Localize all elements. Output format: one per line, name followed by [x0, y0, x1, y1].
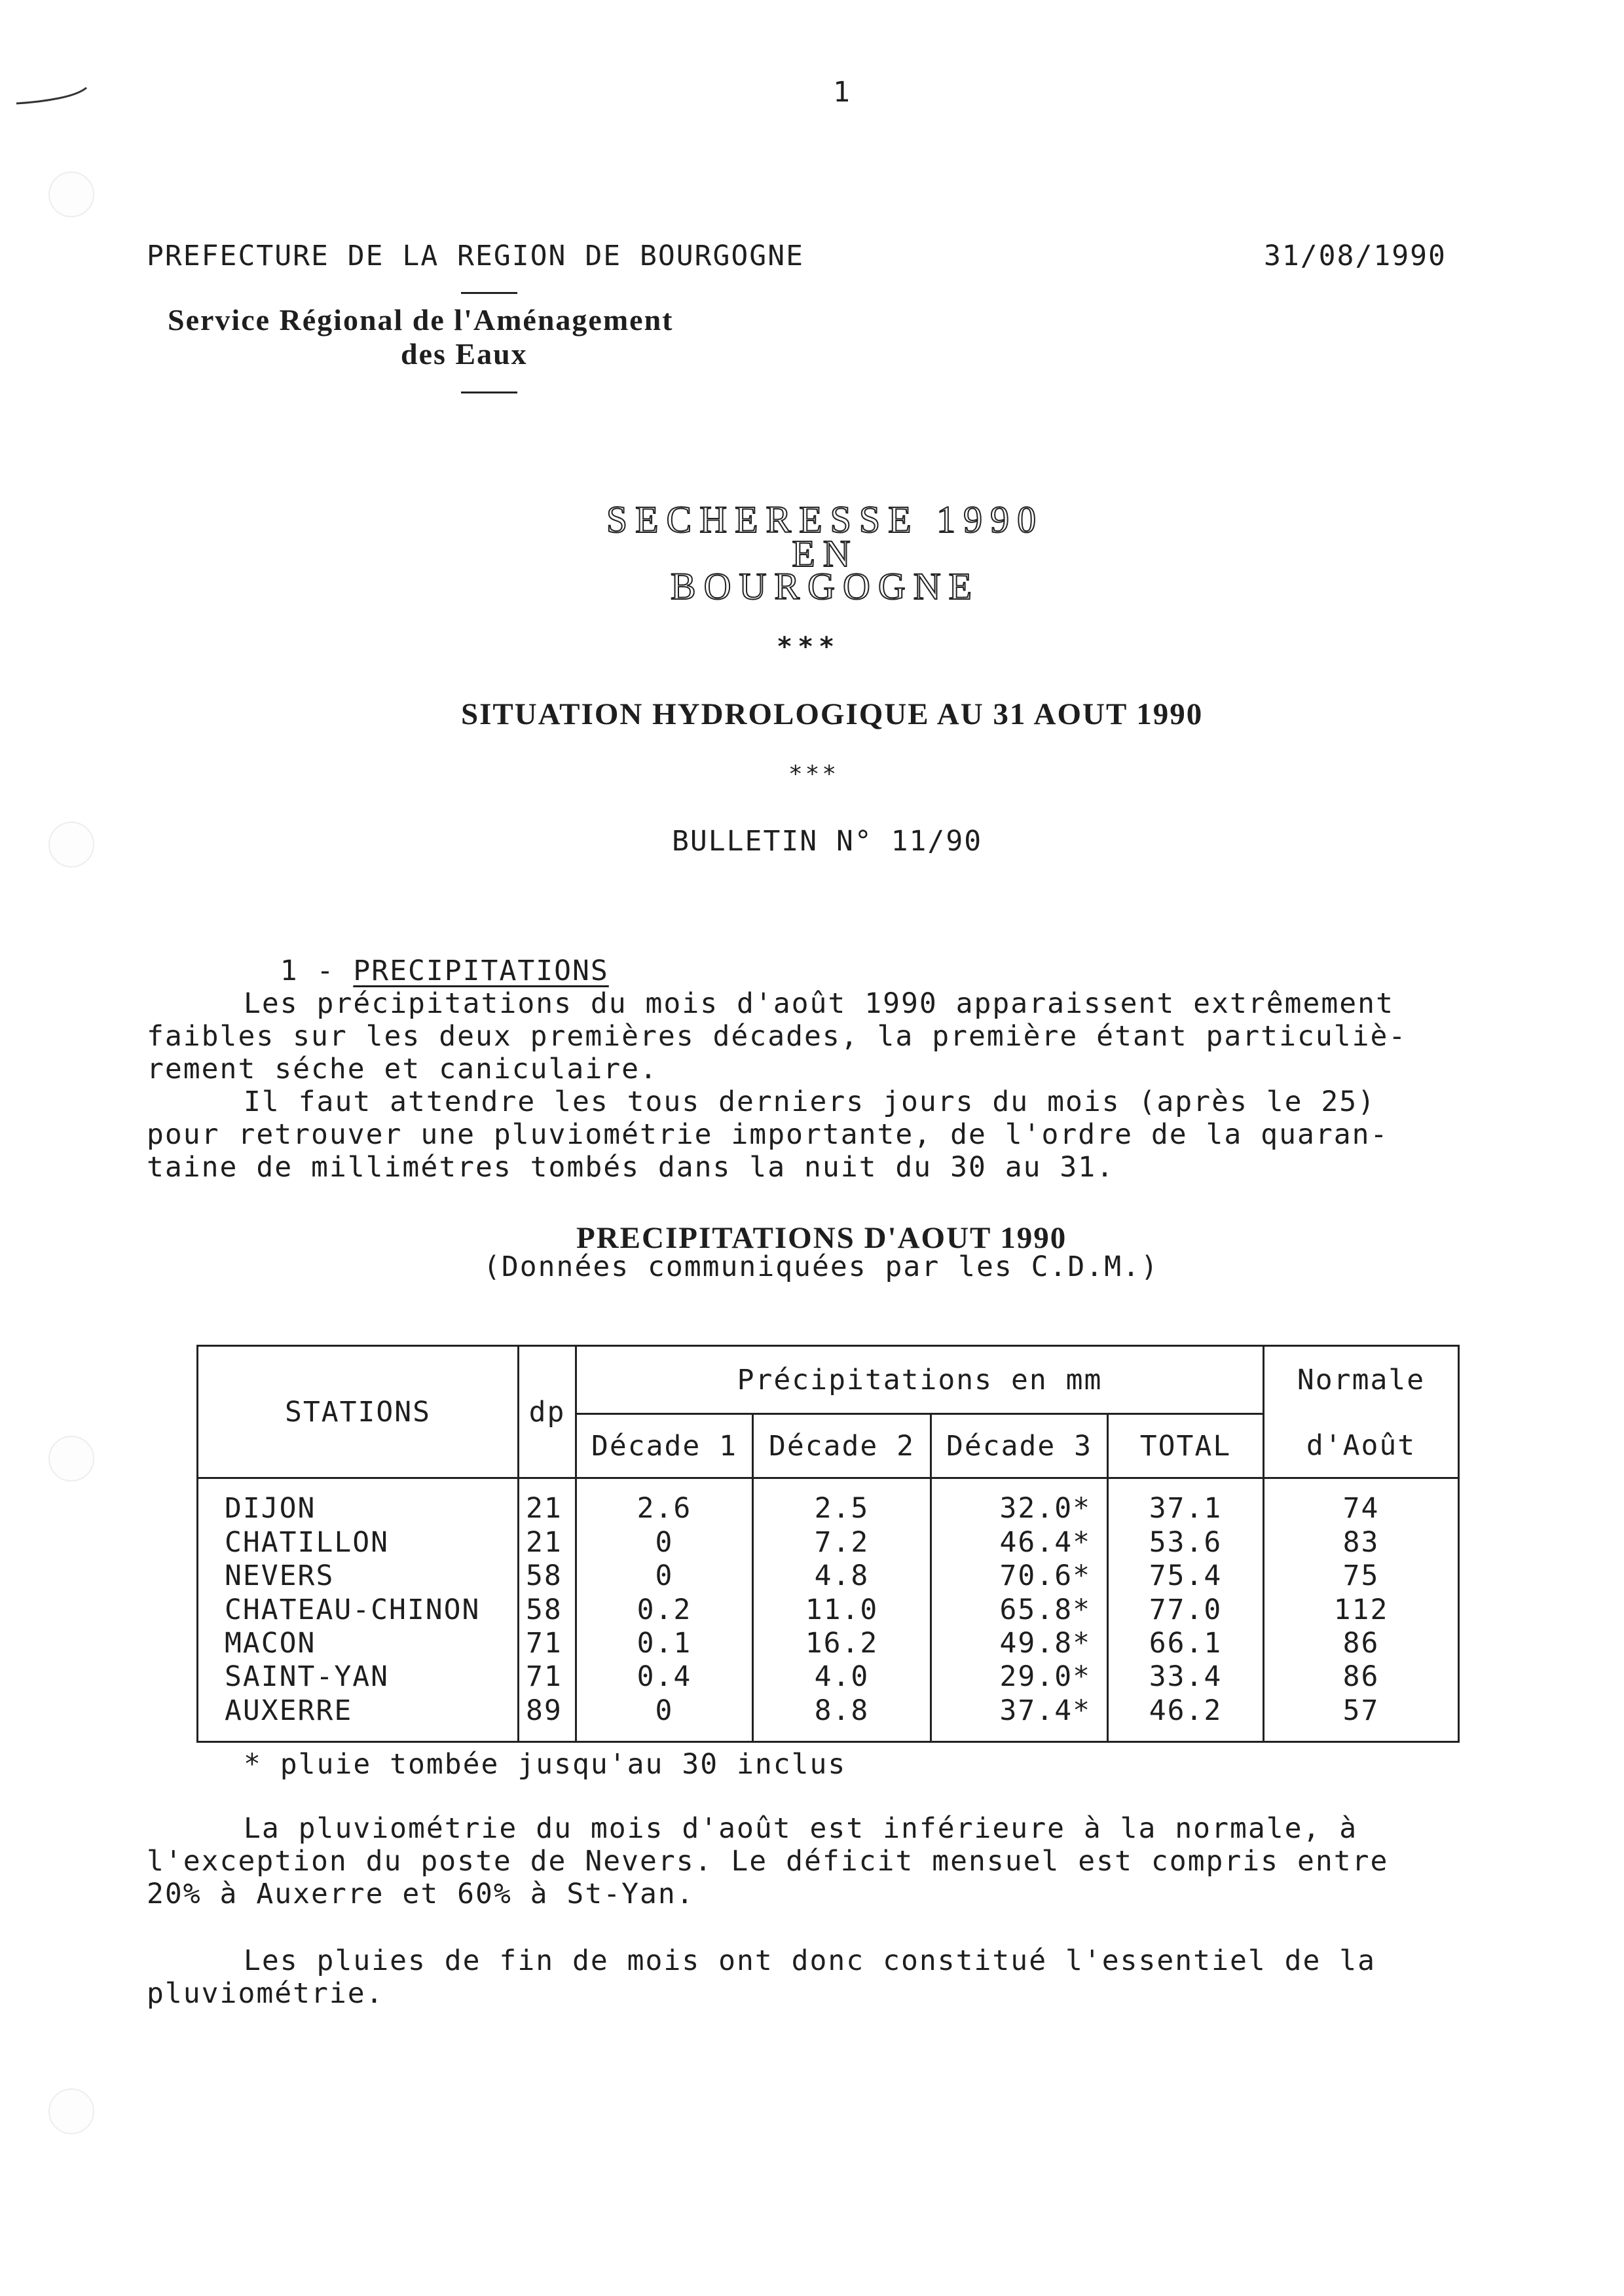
- spacer-cell: [576, 1728, 753, 1742]
- table-row: [198, 1627, 1459, 1660]
- section-heading: [244, 922, 609, 987]
- cell-decade-1: 0: [576, 1526, 753, 1559]
- header-decade-3: Décade 3: [931, 1414, 1108, 1478]
- spacer-cell: [1264, 1728, 1459, 1742]
- divider: [461, 292, 517, 294]
- cell-dp: 21: [519, 1526, 576, 1559]
- header-stations: STATIONS: [198, 1346, 519, 1478]
- paragraph-line: 20% à Auxerre et 60% à St-Yan.: [147, 1878, 695, 1910]
- cell-decade-1: 0: [576, 1694, 753, 1728]
- cell-station: CHATILLON: [198, 1526, 519, 1559]
- header-precipitations: Précipitations en mm: [576, 1346, 1264, 1414]
- cell-decade-1: 0: [576, 1559, 753, 1593]
- cell-total: 33.4: [1108, 1660, 1264, 1694]
- cell-total: 66.1: [1108, 1627, 1264, 1660]
- main-title-line2: EN: [792, 532, 858, 575]
- cell-decade-3: 70.6*: [931, 1559, 1108, 1593]
- cell-total: 77.0: [1108, 1594, 1264, 1627]
- cell-decade-1: 0.4: [576, 1660, 753, 1694]
- table-row: [198, 1478, 1459, 1526]
- bulletin-number: BULLETIN N° 11/90: [672, 825, 983, 858]
- table-title: PRECIPITATIONS D'AOUT 1990: [576, 1221, 1067, 1255]
- cell-dp: 21: [519, 1478, 576, 1526]
- table-row: [198, 1660, 1459, 1694]
- table-row: [198, 1694, 1459, 1728]
- cell-decade-2: 4.0: [753, 1660, 931, 1694]
- cell-decade-3: 65.8*: [931, 1594, 1108, 1627]
- star-separator: ***: [788, 761, 840, 788]
- header-dp: dp: [519, 1346, 576, 1478]
- cell-decade-2: 11.0: [753, 1594, 931, 1627]
- precipitation-table: [196, 1345, 1460, 1743]
- paragraph-line: pour retrouver une pluviométrie importante, de l'ordre de la quaran-: [147, 1118, 1389, 1151]
- paragraph-line: Il faut attendre les tous derniers jours du mois (après le 25): [244, 1085, 1376, 1118]
- section-title: PRECIPITATIONS: [353, 955, 609, 987]
- section-number: 1 -: [280, 955, 354, 987]
- spacer-cell: [1108, 1728, 1264, 1742]
- cell-dp: 58: [519, 1559, 576, 1593]
- cell-dp: 89: [519, 1694, 576, 1728]
- cell-decade-2: 4.8: [753, 1559, 931, 1593]
- cell-station: MACON: [198, 1627, 519, 1660]
- header-decade-2: Décade 2: [753, 1414, 931, 1478]
- header-normale: Normale: [1264, 1346, 1459, 1414]
- cell-decade-3: 29.0*: [931, 1660, 1108, 1694]
- cell-station: DIJON: [198, 1478, 519, 1526]
- cell-decade-3: 37.4*: [931, 1694, 1108, 1728]
- spacer-cell: [931, 1728, 1108, 1742]
- paragraph-line: taine de millimétres tombés dans la nuit du 30 au 31.: [147, 1151, 1115, 1184]
- cell-total: 46.2: [1108, 1694, 1264, 1728]
- cell-normale: 83: [1264, 1526, 1459, 1559]
- cell-station: SAINT-YAN: [198, 1660, 519, 1694]
- cell-station: CHATEAU-CHINON: [198, 1594, 519, 1627]
- service-name-line1: Service Régional de l'Aménagement: [168, 303, 674, 337]
- paragraph-line: rement séche et caniculaire.: [147, 1053, 658, 1085]
- table-spacer-row: [198, 1728, 1459, 1742]
- cell-decade-2: 8.8: [753, 1694, 931, 1728]
- cell-decade-2: 2.5: [753, 1478, 931, 1526]
- punch-hole: [48, 2088, 94, 2134]
- situation-title: SITUATION HYDROLOGIQUE AU 31 AOUT 1990: [461, 697, 1204, 731]
- main-title-line3: BOURGOGNE: [670, 565, 980, 608]
- cell-normale: 74: [1264, 1478, 1459, 1526]
- table-row: [198, 1594, 1459, 1627]
- paragraph-line: La pluviométrie du mois d'août est inférieure à la normale, à: [244, 1812, 1358, 1845]
- punch-hole: [48, 1436, 94, 1482]
- paragraph-1: [147, 987, 1466, 1184]
- cell-decade-1: 0.1: [576, 1627, 753, 1660]
- cell-station: AUXERRE: [198, 1694, 519, 1728]
- document-date: 31/08/1990: [1264, 240, 1447, 272]
- cell-decade-1: 2.6: [576, 1478, 753, 1526]
- cell-dp: 71: [519, 1660, 576, 1694]
- page-number: 1: [833, 76, 851, 109]
- star-separator: ***: [777, 632, 840, 662]
- paragraph-line: faibles sur les deux premières décades, la première étant particuliè-: [147, 1020, 1407, 1053]
- cell-decade-3: 46.4*: [931, 1526, 1108, 1559]
- header-normale-aout: d'Août: [1264, 1414, 1459, 1478]
- pen-mark: [13, 77, 92, 110]
- cell-total: 53.6: [1108, 1526, 1264, 1559]
- cell-normale: 75: [1264, 1559, 1459, 1593]
- paragraph-3: [147, 1812, 1466, 1910]
- paragraph-line: Les précipitations du mois d'août 1990 apparaissent extrêmement: [244, 987, 1394, 1020]
- header-decade-1: Décade 1: [576, 1414, 753, 1478]
- cell-normale: 112: [1264, 1594, 1459, 1627]
- table-footnote: * pluie tombée jusqu'au 30 inclus: [244, 1748, 847, 1781]
- cell-station: NEVERS: [198, 1559, 519, 1593]
- cell-dp: 71: [519, 1627, 576, 1660]
- punch-hole: [48, 822, 94, 867]
- spacer-cell: [198, 1728, 519, 1742]
- cell-total: 75.4: [1108, 1559, 1264, 1593]
- cell-dp: 58: [519, 1594, 576, 1627]
- header-total: TOTAL: [1108, 1414, 1264, 1478]
- paragraph-line: pluviométrie.: [147, 1977, 384, 2010]
- cell-decade-1: 0.2: [576, 1594, 753, 1627]
- paragraph-line: l'exception du poste de Nevers. Le déficit mensuel est compris entre: [147, 1845, 1389, 1878]
- cell-normale: 86: [1264, 1660, 1459, 1694]
- punch-hole: [48, 172, 94, 217]
- spacer-cell: [519, 1728, 576, 1742]
- spacer-cell: [753, 1728, 931, 1742]
- table-row: [198, 1526, 1459, 1559]
- cell-decade-2: 16.2: [753, 1627, 931, 1660]
- paragraph-line: Les pluies de fin de mois ont donc constitué l'essentiel de la: [244, 1944, 1376, 1977]
- cell-total: 37.1: [1108, 1478, 1264, 1526]
- cell-normale: 86: [1264, 1627, 1459, 1660]
- cell-decade-3: 49.8*: [931, 1627, 1108, 1660]
- table-row: [198, 1559, 1459, 1593]
- service-name-line2: des Eaux: [401, 337, 528, 371]
- paragraph-4: [147, 1944, 1466, 2010]
- divider: [461, 392, 517, 393]
- cell-decade-2: 7.2: [753, 1526, 931, 1559]
- main-title-line1: SECHERESSE 1990: [606, 498, 1044, 541]
- cell-normale: 57: [1264, 1694, 1459, 1728]
- table-subtitle: (Données communiquées par les C.D.M.): [483, 1250, 1159, 1283]
- prefecture-name: PREFECTURE DE LA REGION DE BOURGOGNE: [147, 240, 804, 272]
- cell-decade-3: 32.0*: [931, 1478, 1108, 1526]
